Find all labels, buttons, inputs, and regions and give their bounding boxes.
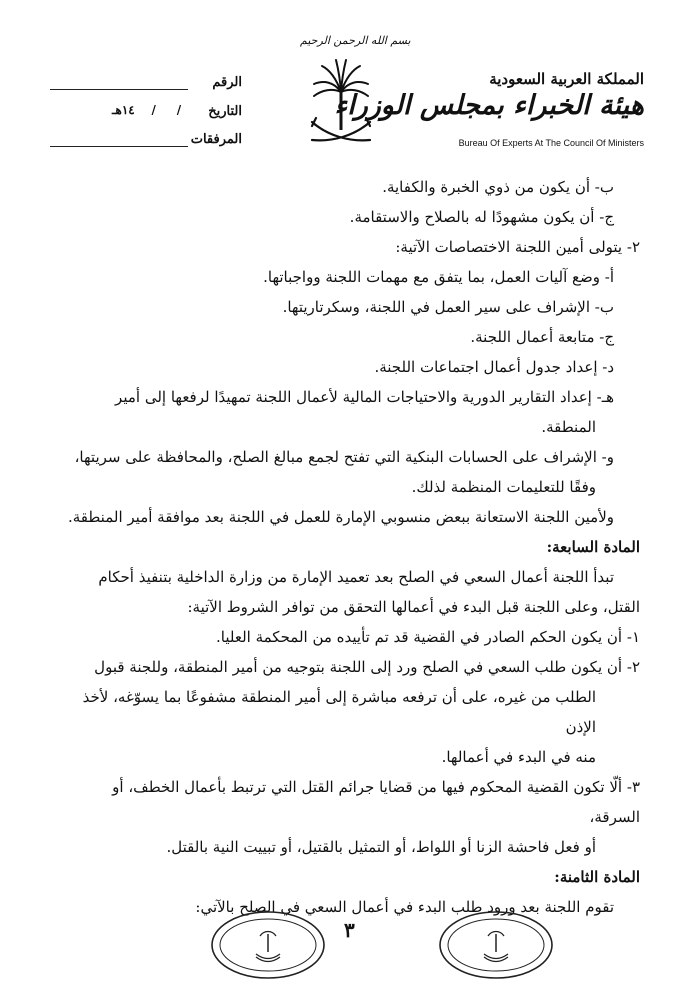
list-item: ج- متابعة أعمال اللجنة.: [470, 328, 614, 346]
list-item: هـ- إعداد التقارير الدورية والاحتياجات المالية لأعمال اللجنة تمهيدًا لرفعها إلى أمير: [115, 388, 614, 406]
number-field: [42, 75, 242, 97]
list-item-continuation: المنطقة.: [541, 418, 596, 436]
number-line: [50, 89, 188, 90]
list-item: د- إعداد جدول أعمال اجتماعات اللجنة.: [374, 358, 614, 376]
list-item: ١- أن يكون الحكم الصادر في القضية قد تم تأييده من المحكمة العليا.: [216, 628, 640, 646]
article-heading: المادة السابعة:: [546, 538, 640, 556]
paragraph: ولأمين اللجنة الاستعانة ببعض منسوبي الإمارة للعمل في اللجنة بعد موافقة أمير المنطقة.: [67, 508, 614, 526]
kingdom-title: المملكة العربية السعودية: [489, 70, 644, 88]
list-item: ٣- ألّا تكون القضية المحكوم فيها من قضايا جرائم القتل التي ترتبط بأعمال الخطف، أو السرقة،: [112, 778, 640, 826]
list-item: ب- الإشراف على سير العمل في اللجنة، وسكرتاريتها.: [282, 298, 614, 316]
attachments-line: [50, 146, 188, 147]
basmala: بسم الله الرحمن الرحيم: [300, 34, 411, 47]
date-label: التاريخ: [208, 104, 242, 119]
list-item: ٢- يتولى أمين اللجنة الاختصاصات الآتية:: [395, 238, 640, 256]
document-body: [60, 172, 640, 922]
paragraph: تقوم اللجنة بعد ورود طلب البدء في أعمال السعي في الصلح بالآتي:: [195, 898, 614, 916]
article-heading: المادة الثامنة:: [554, 868, 640, 886]
bureau-title-arabic: هيئة الخبراء بمجلس الوزراء: [334, 90, 644, 121]
list-item: ٢- أن يكون طلب السعي في الصلح ورد إلى اللجنة بتوجيه من أمير المنطقة، وللجنة قبول: [94, 658, 640, 676]
attachments-label: المرفقات: [190, 132, 242, 147]
list-item: ب- أن يكون من ذوي الخبرة والكفاية.: [382, 178, 614, 196]
attachments-field: [42, 132, 242, 154]
list-item-continuation: أو فعل فاحشة الزنا أو اللواط، أو التمثيل بالقتيل، أو تبييت النية بالقتل.: [166, 838, 596, 856]
official-seal-right-icon: [436, 908, 556, 982]
list-item-continuation: الطلب من غيره، على أن ترفعه مباشرة إلى أمير المنطقة مشفوعًا بما يسوّغه، لأخذ الإذن: [82, 688, 596, 736]
list-item-continuation: وفقًا للتعليمات المنظمة لذلك.: [411, 478, 596, 496]
page-number: ٣: [344, 918, 355, 942]
date-field: [42, 104, 242, 126]
official-seal-left-icon: [208, 908, 328, 982]
list-item-continuation: منه في البدء في أعمالها.: [441, 748, 596, 766]
paragraph: تبدأ اللجنة أعمال السعي في الصلح بعد تعميد الإمارة من وزارة الداخلية بتنفيذ أحكام: [98, 568, 614, 586]
date-value: / / ١٤هـ: [112, 103, 182, 117]
bureau-title-english: Bureau Of Experts At The Council Of Ministers: [458, 138, 644, 148]
list-item: و- الإشراف على الحسابات البنكية التي تفتح لجمع مبالغ الصلح، والمحافظة على سريتها،: [74, 448, 614, 466]
list-item: أ- وضع آليات العمل، بما يتفق مع مهمات اللجنة وواجباتها.: [263, 268, 614, 286]
list-item: ج- أن يكون مشهودًا له بالصلاح والاستقامة.: [349, 208, 614, 226]
paragraph: القتل، وعلى اللجنة قبل البدء في أعمالها التحقق من توافر الشروط الآتية:: [187, 598, 640, 616]
number-label: الرقم: [212, 75, 242, 90]
